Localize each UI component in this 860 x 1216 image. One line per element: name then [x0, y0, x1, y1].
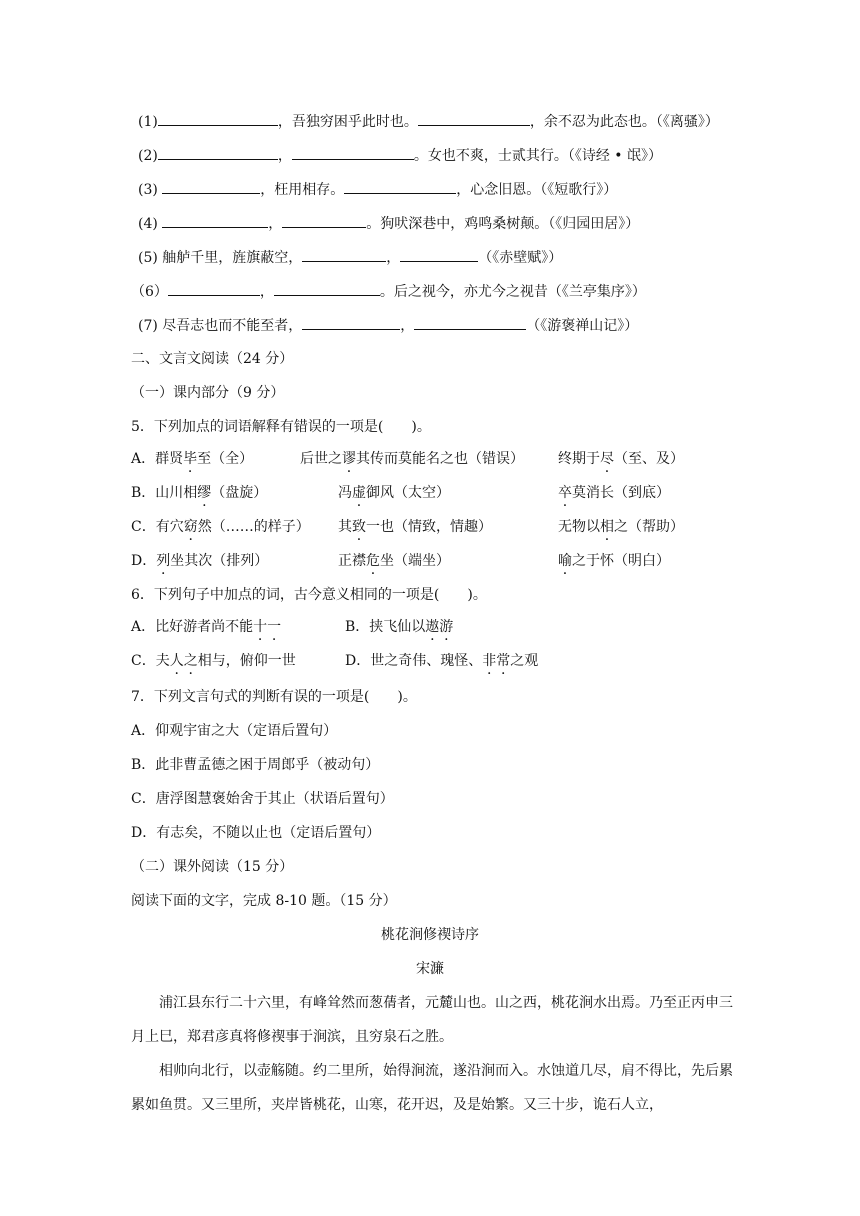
dotted-word: 常 — [496, 653, 511, 669]
q7-option-b: B．此非曹孟德之困于周郎乎（被动句） — [131, 757, 380, 773]
option-text: 山川相 — [155, 485, 198, 501]
q7-option-d: D．有志矣，不随以止也（定语后置句） — [131, 825, 381, 841]
option-text: 之观 — [510, 653, 539, 669]
option-text: 至（全） — [197, 451, 254, 467]
answer-blank[interactable] — [414, 315, 526, 330]
answer-blank[interactable] — [344, 179, 456, 194]
item-number: (3) — [138, 182, 163, 198]
line-text: ， — [259, 284, 274, 300]
q6-option-b — [345, 617, 453, 637]
section-heading: 二、文言文阅读（24 分） — [131, 351, 294, 367]
dotted-word: 遨 — [425, 619, 440, 635]
recitation-line-3 — [138, 179, 617, 200]
answer-blank[interactable] — [292, 145, 414, 160]
dotted-word: 之 — [183, 653, 198, 669]
line-text: 。女也不爽，士贰其行。（《诗经 • 氓》） — [413, 148, 663, 164]
line-text: ， — [277, 148, 292, 164]
q6-option-a — [131, 617, 281, 637]
q7-option-c: C．唐浮图慧褒始舍于其止（状语后置句） — [131, 791, 394, 807]
recitation-line-6 — [131, 281, 646, 302]
line-text: ， — [400, 318, 415, 334]
line-text: ，余不忍为此态也。（《离骚》） — [529, 114, 719, 130]
dotted-word: 喻 — [558, 553, 572, 569]
dotted-word: 虚 — [352, 485, 366, 501]
answer-blank[interactable] — [274, 281, 380, 296]
line-text: ，吾独穷困乎此时也。 — [277, 114, 418, 130]
line-text: 。后之视今，亦尤今之视昔（《兰亭集序》） — [379, 284, 646, 300]
option-text: 有穴 — [155, 519, 184, 535]
line-text: ，枉用相存。 — [260, 182, 345, 198]
line-text: ， — [386, 250, 401, 266]
recitation-line-5 — [138, 247, 562, 268]
option-text: 坐（端坐） — [380, 553, 450, 569]
answer-blank[interactable] — [302, 315, 400, 330]
dotted-word: 非 — [482, 653, 497, 669]
option-text: C．夫 — [131, 653, 170, 669]
dotted-word: 列 — [156, 553, 171, 569]
option-text: （盘旋） — [211, 485, 268, 501]
answer-blank[interactable] — [158, 145, 278, 160]
option-text: 御风（太空） — [366, 485, 450, 501]
question-6-stem: 6．下列句子中加点的词，古今意义相同的一项是( )。 — [131, 587, 487, 603]
option-text: （至、及） — [614, 451, 684, 467]
dotted-word: 十 — [253, 619, 268, 635]
question-7-stem: 7．下列文言句式的判断有误的一项是( )。 — [131, 689, 417, 705]
option-label: A． — [131, 451, 156, 467]
item-number: (1) — [138, 114, 158, 130]
option-text: A．比好游者尚不能 — [131, 619, 254, 635]
line-text: (7) 尽吾志也而不能至者， — [138, 318, 303, 334]
option-text: 后世之 — [300, 451, 342, 467]
answer-blank[interactable] — [162, 213, 268, 228]
line-text: （《赤壁赋》） — [478, 250, 563, 266]
dotted-word: 卒 — [558, 485, 572, 501]
option-text: 其传而莫能名之也（错误） — [356, 451, 524, 467]
line-text: ， — [268, 216, 283, 232]
question-5-stem: 5．下列加点的词语解释有错误的一项是( )。 — [131, 419, 431, 435]
recitation-line-4 — [138, 213, 639, 234]
option-text: 然（……的样子） — [197, 519, 310, 535]
passage-author: 宋濂 — [416, 961, 444, 977]
subsection-heading: （一）课内部分（9 分） — [131, 385, 285, 401]
option-text: 无物以 — [558, 519, 600, 535]
q6-option-d — [345, 651, 538, 671]
reading-instruction: 阅读下面的文字，完成 8-10 题。（15 分） — [131, 893, 397, 909]
option-label: B． — [131, 485, 156, 501]
dotted-word: 人 — [169, 653, 184, 669]
answer-blank[interactable] — [158, 111, 278, 126]
dotted-word: 毕 — [183, 451, 198, 467]
dotted-word: 游 — [439, 619, 454, 635]
option-text: 正襟 — [338, 553, 366, 569]
option-text: 莫消长（到底） — [572, 485, 670, 501]
option-text: 群贤 — [155, 451, 184, 467]
answer-blank[interactable] — [302, 247, 386, 262]
line-text: (5) 舳舻千里，旌旗蔽空， — [138, 250, 303, 266]
option-text: B．挟飞仙以 — [345, 619, 426, 635]
line-text: ，心念旧恩。（《短歌行》） — [456, 182, 618, 198]
subsection-heading: （二）课外阅读（15 分） — [131, 859, 294, 875]
passage-paragraph-1: 浦江县东行二十六里，有峰耸然而葱蒨者，元麓山也。山之西，桃花涧水出焉。乃至正丙申三月上巳，郑君彦真将修禊事于涧滨，且穷泉石之胜。 — [131, 995, 733, 1045]
dotted-word: 一 — [267, 619, 282, 635]
recitation-line-1 — [138, 111, 719, 132]
dotted-word: 危 — [366, 553, 380, 569]
option-text: 之（帮助） — [614, 519, 684, 535]
dotted-word: 尽 — [600, 451, 614, 467]
item-number: (4) — [138, 216, 163, 232]
answer-blank[interactable] — [282, 213, 366, 228]
passage-title: 桃花涧修禊诗序 — [381, 927, 479, 943]
answer-blank[interactable] — [162, 179, 260, 194]
answer-blank[interactable] — [168, 281, 260, 296]
answer-blank[interactable] — [400, 247, 478, 262]
option-text: D．世之奇伟、瑰怪、 — [345, 653, 483, 669]
option-text: 一也（情致，情趣） — [366, 519, 492, 535]
dotted-word: 致 — [352, 519, 366, 535]
q6-option-c — [131, 651, 296, 671]
dotted-word: 相 — [600, 519, 614, 535]
option-label: C． — [131, 519, 156, 535]
dotted-word: 缪 — [197, 485, 212, 501]
option-text: 相与，俯仰一世 — [197, 653, 296, 669]
option-text: 坐其次（排列） — [170, 553, 269, 569]
passage-paragraph-2: 相帅向北行，以壶觞随。约二里所，始得涧流，遂沿涧而入。水蚀道几尽，肩不得比，先后累累如鱼贯。又三里所，夹岸皆桃花，山寒，花开迟，及是始繁。又三十步，诡石人立， — [131, 1063, 733, 1113]
option-text: 冯 — [338, 485, 352, 501]
option-label: D． — [131, 553, 157, 569]
line-text: （《游褒禅山记》） — [526, 318, 639, 334]
option-text: 其 — [338, 519, 352, 535]
recitation-line-2 — [138, 145, 662, 166]
q7-option-a: A．仰观宇宙之大（定语后置句） — [131, 723, 338, 739]
answer-blank[interactable] — [418, 111, 530, 126]
recitation-line-7 — [138, 315, 638, 336]
dotted-word: 窈 — [183, 519, 198, 535]
option-text: 终期于 — [558, 451, 600, 467]
item-number: (2) — [138, 148, 158, 164]
item-number: （6） — [131, 284, 168, 300]
line-text: 。狗吠深巷中，鸡鸣桑树颠。（《归园田居》） — [366, 216, 640, 232]
dotted-word: 谬 — [342, 451, 356, 467]
option-text: 之于怀（明白） — [572, 553, 670, 569]
